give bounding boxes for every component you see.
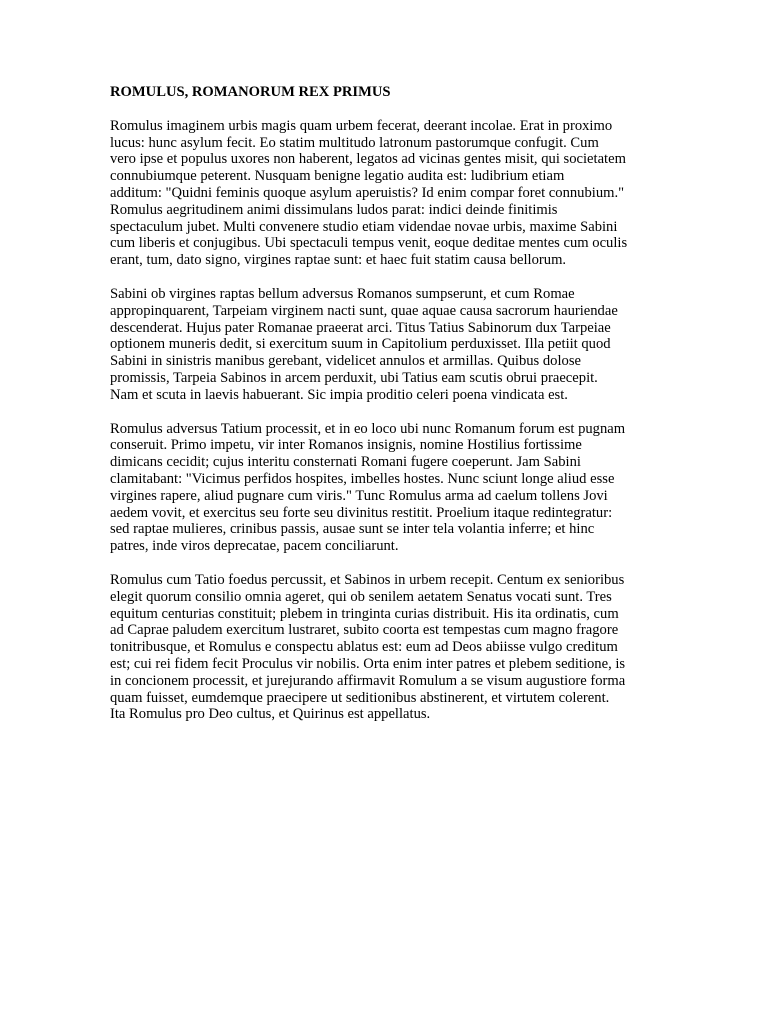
paragraph-3 (110, 421, 662, 555)
text-line: in concionem processit, et jurejurando affirmavit Romulum a se visum augustiore forma (110, 672, 626, 689)
text-line: appropinquarent, Tarpeiam virginem nacti sunt, quae aquae causa sacrorum hauriendae (110, 302, 618, 319)
text-line: conseruit. Primo impetu, vir inter Romanos insignis, nomine Hostilius fortissime (110, 437, 582, 454)
text-line: virgines rapere, aliud pugnare cum viris." Tunc Romulus arma ad caelum tollens Jovi (110, 487, 608, 504)
text-line: Romulus cum Tatio foedus percussit, et Sabinos in urbem recepit. Centum ex senioribus (110, 571, 625, 588)
text-line: Ita Romulus pro Deo cultus, et Quirinus est appellatus. (110, 706, 431, 723)
text-line: optionem muneris dedit, si exercitum suum in Capitolium perduxisset. Illa petiit quod (110, 336, 611, 353)
paragraph-2 (110, 286, 662, 404)
text-line: Romulus adversus Tatium processit, et in eo loco ubi nunc Romanum forum est pugnam (110, 420, 626, 437)
text-line: quam fuisset, eumdemque praecipere ut seditionibus abstinerent, et virtutem colerent. (110, 689, 610, 706)
text-line: dimicans cecidit; cujus interitu consternati Romani fugere coeperunt. Jam Sabini (110, 454, 581, 471)
text-line: additum: "Quidni feminis quoque asylum aperuistis? Id enim compar foret connubium." (110, 184, 625, 201)
text-line: ad Caprae paludem exercitum lustraret, subito coorta est tempestas cum magno fragore (110, 622, 619, 639)
text-line: vero ipse et populus uxores non haberent, legatos ad vicinas gentes misit, qui societatem (110, 151, 626, 168)
text-line: elegit quorum consilio omnia ageret, qui ob senilem aetatem Senatus vocati sunt. Tres (110, 588, 612, 605)
text-line: Romulus imaginem urbis magis quam urbem fecerat, deerant incolae. Erat in proximo (110, 117, 613, 134)
text-line: cum liberis et conjugibus. Ubi spectaculi tempus venit, eoque deditae mentes cum oculis (110, 235, 628, 252)
text-line: promissis, Tarpeia Sabinos in arcem perduxit, ubi Tatius eam scutis obrui praecepit. (110, 369, 598, 386)
document-title: ROMULUS, ROMANORUM REX PRIMUS (110, 84, 391, 100)
text-line: lucus: hunc asylum fecit. Eo statim multitudo latronum pastorumque confugit. Cum (110, 134, 599, 151)
text-line: patres, inde viros deprecatae, pacem conciliarunt. (110, 538, 399, 555)
text-line: tonitribusque, et Romulus e conspectu ablatus est: eum ad Deos abiisse vulgo creditum (110, 639, 618, 656)
text-line: Romulus aegritudinem animi dissimulans ludos parat: indici deinde finitimis (110, 201, 558, 218)
paragraph-4 (110, 572, 662, 723)
text-line: equitum centurias constituit; plebem in tringinta curias distribuit. His ita ordinatis, cum (110, 605, 619, 622)
text-line: est; cui rei fidem fecit Proculus vir nobilis. Orta enim inter patres et plebem seditione, is (110, 655, 626, 672)
paragraph-1 (110, 118, 662, 269)
text-line: descenderat. Hujus pater Romanae praeerat arci. Titus Tatius Sabinorum dux Tarpeiae (110, 319, 611, 336)
text-line: Sabini in sinistris manibus gerebant, videlicet annulos et armillas. Quibus dolose (110, 353, 581, 370)
text-line: Sabini ob virgines raptas bellum adversus Romanos sumpserunt, et cum Romae (110, 285, 575, 302)
text-line: spectaculum jubet. Multi convenere studio etiam videndae novae urbis, maxime Sabini (110, 218, 618, 235)
text-line: sed raptae mulieres, crinibus passis, ausae sunt se inter tela volantia inferre; et hinc (110, 521, 595, 538)
text-line: erant, tum, dato signo, virgines raptae sunt: et haec fuit statim causa bellorum. (110, 252, 567, 269)
text-line: connubiumque peterent. Nusquam benigne legatio audita est: ludibrium etiam (110, 168, 565, 185)
text-line: clamitabant: "Vicimus perfidos hospites, imbelles hostes. Nunc sciunt longe aliud esse (110, 470, 615, 487)
document-body (110, 84, 662, 740)
text-line: aedem vovit, et exercitus seu forte seu divinitus restitit. Proelium itaque redintegratur: (110, 504, 613, 521)
text-line: Nam et scuta in laevis habuerant. Sic impia proditio celeri poena vindicata est. (110, 386, 568, 403)
